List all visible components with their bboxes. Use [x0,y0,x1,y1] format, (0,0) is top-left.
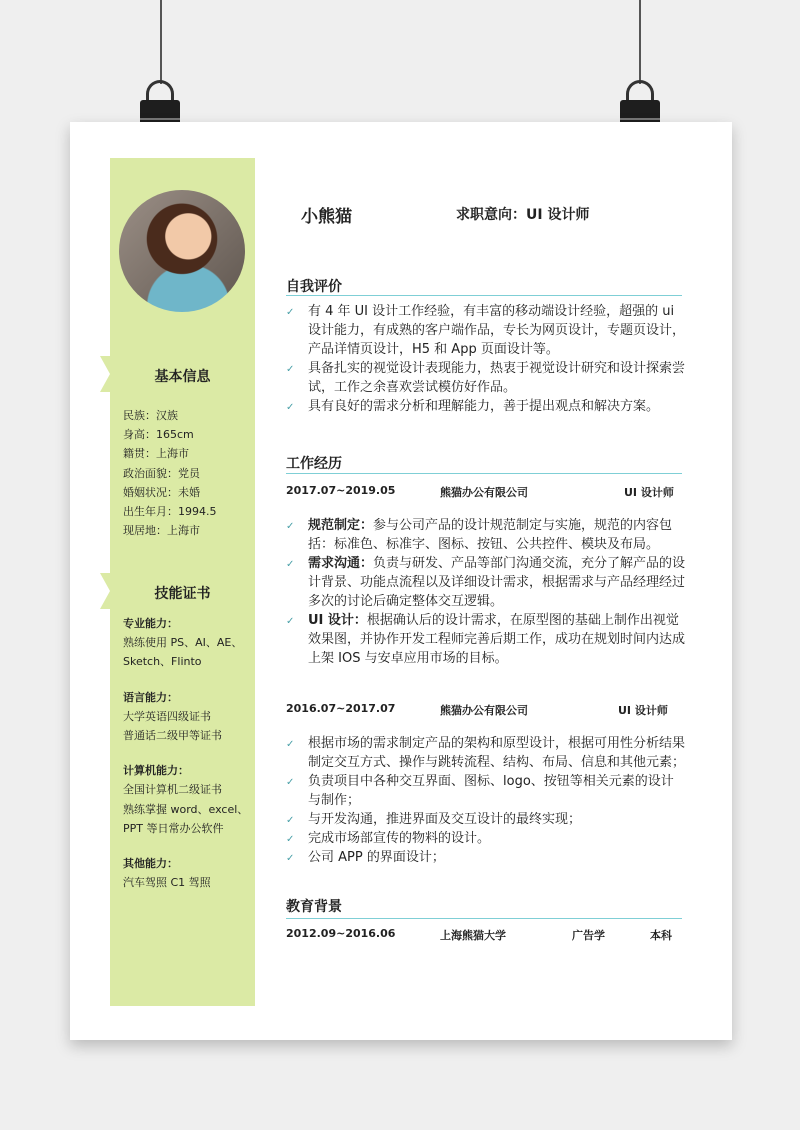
list-item: Sketch、Flinto [123,655,202,669]
basic-info-list [123,406,253,540]
job-company: 熊猫办公有限公司 [440,486,528,499]
job-role: UI 设计师 [624,486,674,499]
list-item: ✓ 具备扎实的视觉设计表现能力，热衷于视觉设计研究和设计探索尝试，工作之余喜欢尝试模仿好作品。 [286,359,686,397]
skill-head: 语言能力： [123,690,178,704]
list-item: ✓ 具有良好的需求分析和理解能力，善于提出观点和解决方案。 [286,397,686,416]
job-duties-list [286,516,686,668]
list-item: ✓ UI 设计：根据确认后的设计需求，在原型图的基础上制作出视觉效果图，并协作开发工程师完善后期工作，成功在规划时间内达成上架 IOS 与安卓应用市场的目标。 [286,611,686,668]
divider [286,295,682,296]
list-item: 全国计算机二级证书 [123,783,222,797]
skills-title: 技能证书 [154,586,211,602]
list-item: 民族：汉族 [123,409,178,422]
edu-major: 广告学 [572,929,605,942]
skill-head: 其他能力： [123,857,178,871]
list-item: 婚姻状况：未婚 [123,485,200,499]
list-item: 大学英语四级证书 [123,709,211,723]
list-item: ✓ 规范制定：参与公司产品的设计规范制定与实施，规范的内容包括：标准色、标准字、图标、按钮、公共控件、模块及布局。 [286,516,686,554]
list-item: 出生年月：1994.5 [123,505,217,519]
list-item: ✓ 根据市场的需求制定产品的架构和原型设计，根据可用性分析结果制定交互方式、操作与跳转流程、结构、布局、信息和其他元素； [286,734,686,772]
basic-info-title: 基本信息 [154,369,211,385]
list-item: ✓ 有 4 年 UI 设计工作经验，有丰富的移动端设计经验，超强的 ui 设计能力，有成熟的客户端作品，专长为网页设计，专题页设计，产品详情页设计，H5 和 App 页面设计等。 [286,302,686,359]
work-title: 工作经历 [286,456,342,472]
job-period: 2016.07~2017.07 [286,702,396,715]
job-intent: 求职意向：UI 设计师 [456,207,590,223]
list-item: PPT 等日常办公软件 [123,821,224,835]
list-item: ✓ 需求沟通：负责与研发、产品等部门沟通交流，充分了解产品的设计背景、功能点流程以及详细设计需求，根据需求与产品经理经过多次的讨论后确定整体交互逻辑。 [286,554,686,611]
list-item: 熟练使用 PS、AI、AE、 [123,636,243,650]
job-duties-list [286,734,686,867]
list-item: 熟练掌握 word、excel、 [123,802,249,816]
divider [286,918,682,919]
list-item: 政治面貌：党员 [123,466,200,480]
divider [286,473,682,474]
job-company: 熊猫办公有限公司 [440,704,528,717]
list-item: 籍贯：上海市 [123,447,189,461]
edu-school: 上海熊猫大学 [440,929,506,942]
edu-period: 2012.09~2016.06 [286,927,396,940]
list-item: ✓ 与开发沟通，推进界面及交互设计的最终实现； [286,810,686,829]
list-item: 普通话二级甲等证书 [123,729,222,743]
hanging-string-right [639,0,641,84]
skills-list [123,614,253,892]
skill-head: 专业能力： [123,617,178,630]
skill-head: 计算机能力： [123,764,189,778]
self-eval-list [286,302,686,416]
list-item: ✓ 负责项目中各种交互界面、图标、logo、按钮等相关元素的设计与制作； [286,772,686,810]
avatar [119,190,245,312]
job-role: UI 设计师 [618,704,668,717]
edu-degree: 本科 [650,929,672,942]
list-item: 现居地：上海市 [123,524,200,538]
list-item: 汽车驾照 C1 驾照 [123,876,211,890]
job-period: 2017.07~2019.05 [286,484,396,497]
resume-paper [70,122,732,1040]
list-item: ✓ 公司 APP 的界面设计； [286,848,686,867]
sidebar [110,158,255,1006]
list-item: ✓ 完成市场部宣传的物料的设计。 [286,829,686,848]
self-eval-title: 自我评价 [286,279,342,295]
list-item: 身高：165cm [123,428,194,442]
hanging-string-left [160,0,162,84]
education-title: 教育背景 [286,899,342,915]
candidate-name: 小熊猫 [301,207,352,227]
